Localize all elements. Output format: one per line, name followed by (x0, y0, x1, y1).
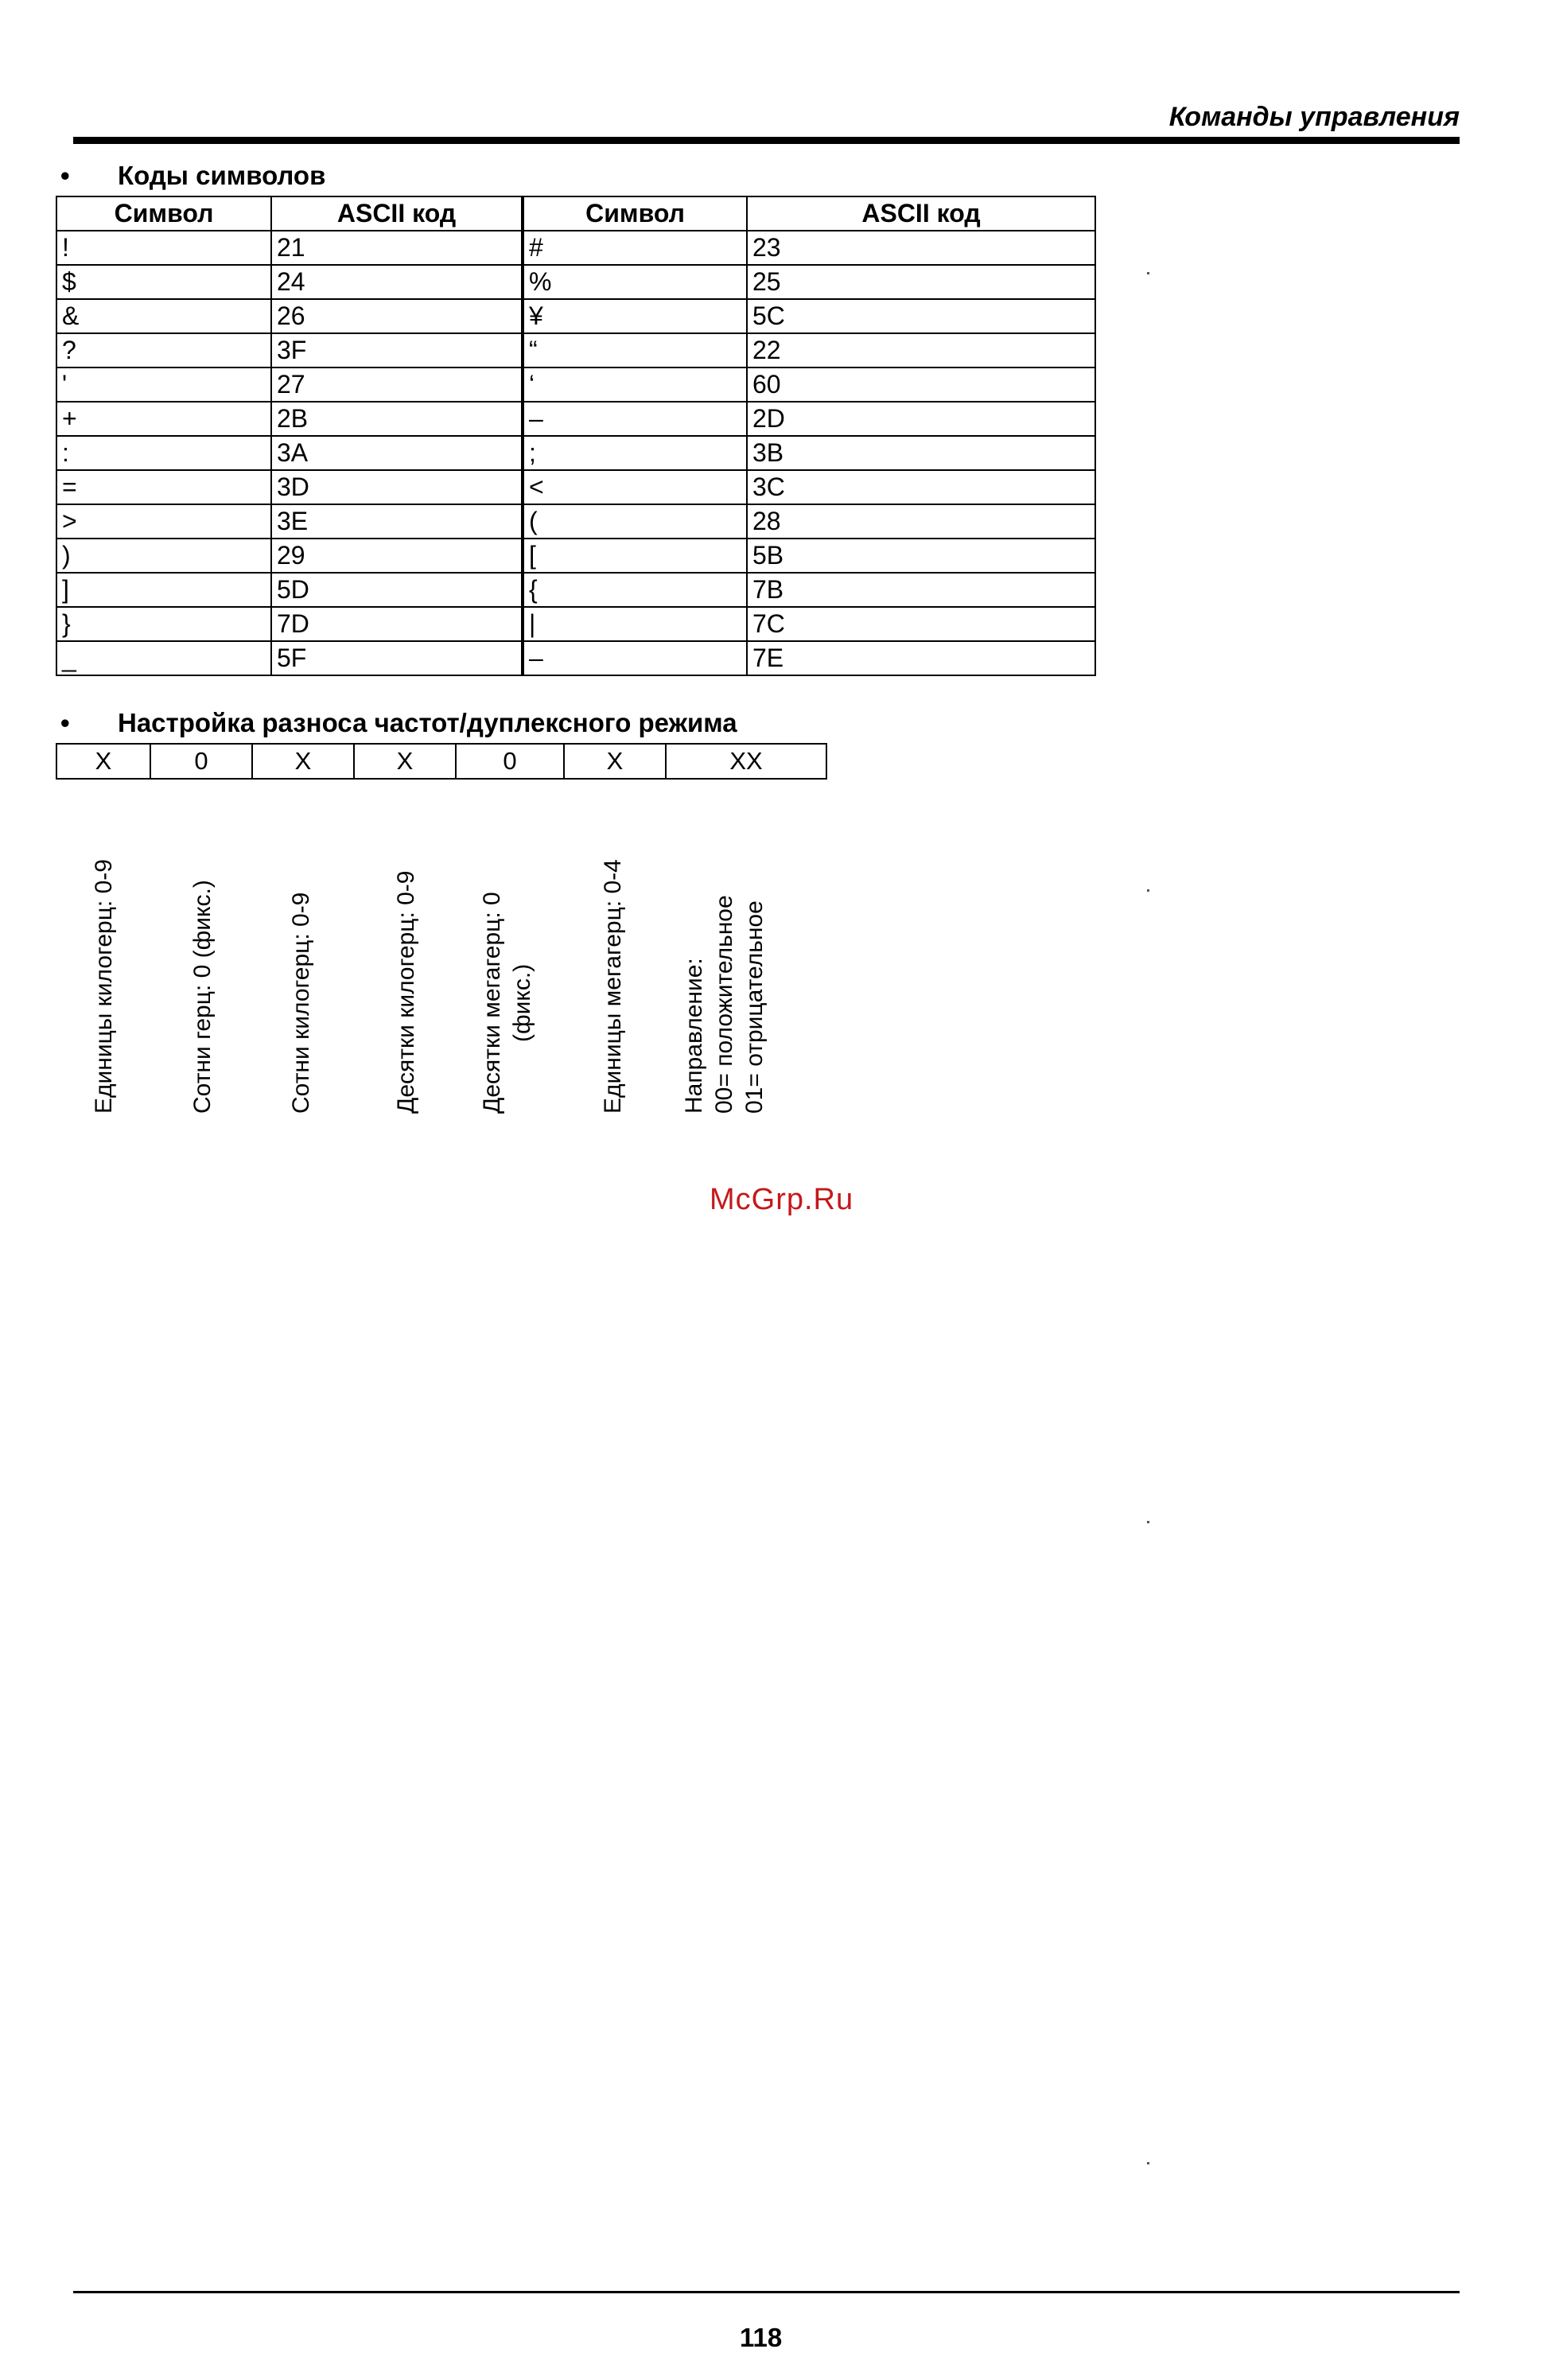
format-cell: X (252, 744, 354, 779)
ascii-code-cell: 7C (747, 607, 1095, 641)
table-row (56, 470, 1095, 504)
column-header-symbol: Символ (523, 196, 747, 231)
format-cell: 0 (150, 744, 252, 779)
format-cell: 0 (456, 744, 564, 779)
table-row (56, 607, 1095, 641)
table-row (56, 402, 1095, 436)
ascii-code-cell: 3A (271, 436, 523, 470)
ascii-code-cell: 3E (271, 504, 523, 539)
symbol-cell: – (523, 402, 747, 436)
ascii-code-cell: 3D (271, 470, 523, 504)
ascii-code-cell: 26 (271, 299, 523, 333)
bullet: • (60, 708, 70, 737)
table-row (56, 265, 1095, 299)
ascii-code-cell: 22 (747, 333, 1095, 368)
table-header-row (56, 196, 1095, 231)
symbol-cell: ' (56, 368, 271, 402)
column-header-ascii: ASCII код (747, 196, 1095, 231)
ascii-code-cell: 25 (747, 265, 1095, 299)
ascii-code-cell: 3C (747, 470, 1095, 504)
table-row (56, 641, 1095, 675)
table-row (56, 436, 1095, 470)
symbol-cell: $ (56, 265, 271, 299)
ascii-code-cell: 5C (747, 299, 1095, 333)
table-row (56, 299, 1095, 333)
section-title-frequency-offset (56, 708, 737, 738)
section-title-text: Настройка разноса частот/дуплексного режима (118, 708, 737, 737)
ascii-code-cell: 5D (271, 573, 523, 607)
bullet: • (60, 161, 70, 190)
symbol-cell: % (523, 265, 747, 299)
ascii-code-cell: 3B (747, 436, 1095, 470)
symbol-cell: ¥ (523, 299, 747, 333)
table-row (56, 231, 1095, 265)
ascii-code-cell: 7E (747, 641, 1095, 675)
format-row (56, 744, 826, 779)
symbol-cell: ] (56, 573, 271, 607)
symbol-cell: # (523, 231, 747, 265)
table-row (56, 573, 1095, 607)
symbol-cell: ( (523, 504, 747, 539)
symbol-cell: = (56, 470, 271, 504)
symbol-cell: { (523, 573, 747, 607)
ascii-code-cell: 21 (271, 231, 523, 265)
format-cell: X (564, 744, 666, 779)
symbol-cell: ? (56, 333, 271, 368)
ascii-code-cell: 2D (747, 402, 1095, 436)
symbol-cell: ‘ (523, 368, 747, 402)
ascii-code-cell: 5B (747, 539, 1095, 573)
scan-speck (1147, 1521, 1149, 1523)
scan-speck (1147, 2162, 1149, 2164)
symbol-cell: + (56, 402, 271, 436)
symbol-codes-table (56, 196, 1096, 676)
footer-rule (73, 2291, 1460, 2293)
symbol-cell: | (523, 607, 747, 641)
ascii-code-cell: 28 (747, 504, 1095, 539)
ascii-code-cell: 5F (271, 641, 523, 675)
symbol-cell: ! (56, 231, 271, 265)
table-row (56, 504, 1095, 539)
symbol-cell: ) (56, 539, 271, 573)
page-header-title: Команды управления (1168, 102, 1460, 132)
ascii-code-cell: 29 (271, 539, 523, 573)
scan-speck (1147, 889, 1149, 892)
section-title-text: Коды символов (118, 161, 326, 190)
ascii-code-cell: 60 (747, 368, 1095, 402)
ascii-code-cell: 24 (271, 265, 523, 299)
table-row (56, 539, 1095, 573)
format-cell: X (354, 744, 456, 779)
symbol-cell: ; (523, 436, 747, 470)
section-title-symbol-codes (56, 161, 325, 191)
table-row (56, 333, 1095, 368)
scan-speck (1147, 272, 1149, 274)
table-row (56, 368, 1095, 402)
ascii-code-cell: 3F (271, 333, 523, 368)
symbol-cell: } (56, 607, 271, 641)
symbol-cell: – (523, 641, 747, 675)
header-rule (73, 137, 1460, 144)
symbol-cell: < (523, 470, 747, 504)
frequency-format-table (56, 743, 827, 780)
symbol-cell: > (56, 504, 271, 539)
ascii-code-cell: 7B (747, 573, 1095, 607)
ascii-code-cell: 2B (271, 402, 523, 436)
symbol-cell: [ (523, 539, 747, 573)
symbol-cell: _ (56, 641, 271, 675)
format-cell: XX (666, 744, 826, 779)
watermark: McGrp.Ru (710, 1183, 854, 1216)
column-header-symbol: Символ (56, 196, 271, 231)
symbol-cell: & (56, 299, 271, 333)
ascii-code-cell: 7D (271, 607, 523, 641)
page-number: 118 (740, 2323, 783, 2352)
ascii-code-cell: 23 (747, 231, 1095, 265)
column-header-ascii: ASCII код (271, 196, 523, 231)
symbol-cell: : (56, 436, 271, 470)
ascii-code-cell: 27 (271, 368, 523, 402)
format-cell: X (56, 744, 150, 779)
symbol-cell: “ (523, 333, 747, 368)
